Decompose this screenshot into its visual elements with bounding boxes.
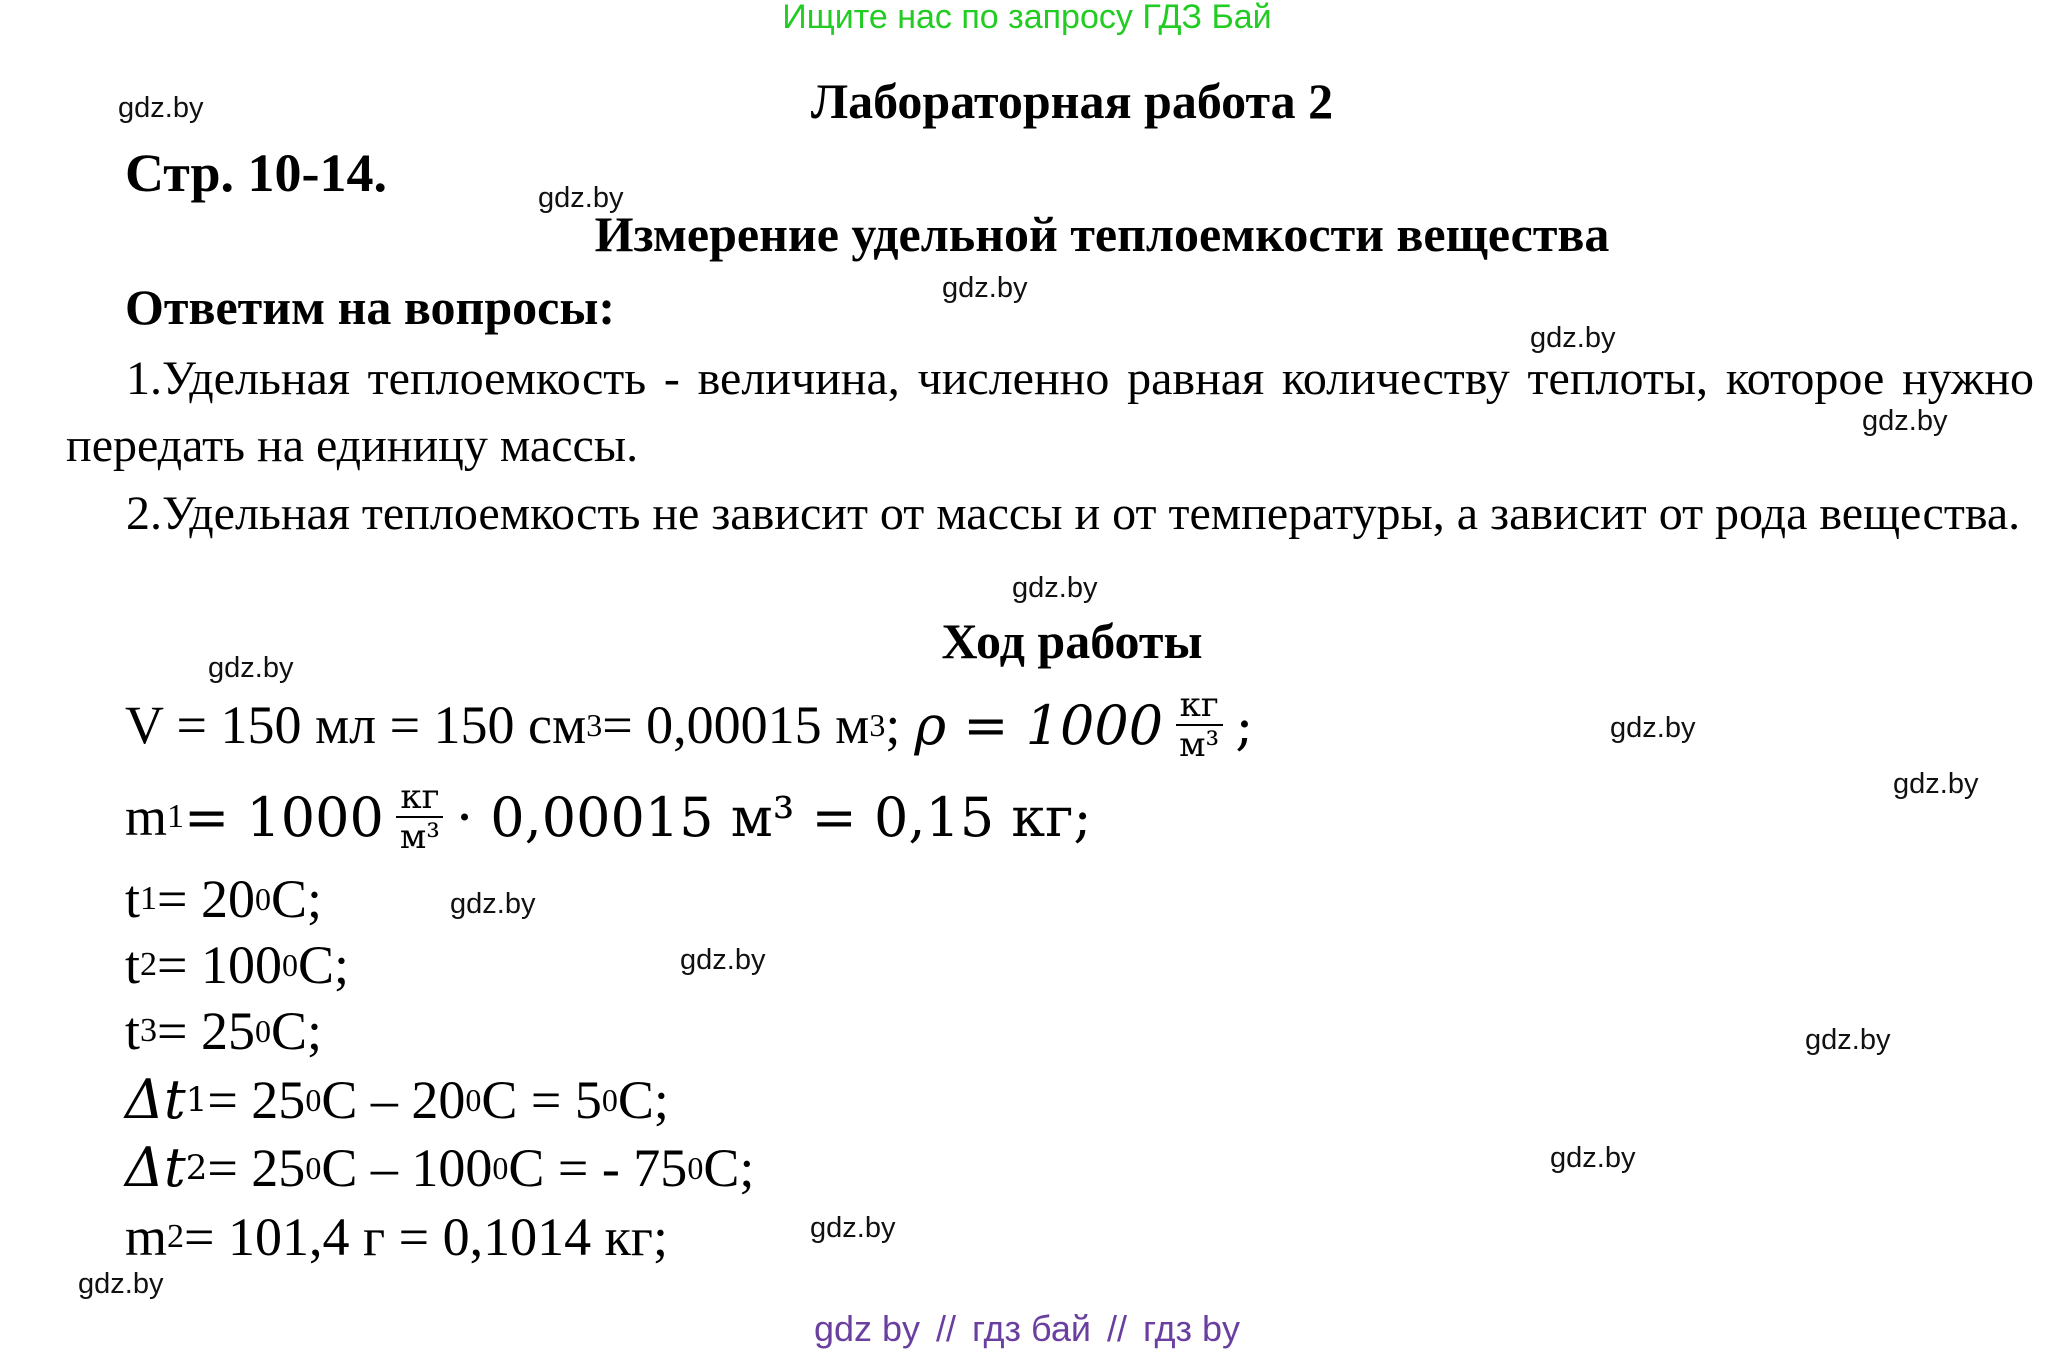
volume-text-b: = 0,00015 м bbox=[602, 695, 870, 755]
watermark: gdz.by bbox=[1012, 572, 1098, 604]
formula-delta-t1: Δt 1 = 25 0 C – 20 0 C = 5 0 C; bbox=[125, 1068, 669, 1131]
watermark: gdz.by bbox=[1530, 322, 1616, 354]
formula-t3: t 3 = 25 0 C; bbox=[125, 1001, 323, 1061]
watermark: gdz.by bbox=[680, 944, 766, 976]
top-banner: Ищите нас по запросу ГДЗ Бай bbox=[782, 0, 1272, 36]
density-text: ρ = 1000 bbox=[914, 693, 1164, 757]
watermark: gdz.by bbox=[1862, 405, 1948, 437]
volume-text: V = 150 мл = 150 см bbox=[125, 695, 587, 755]
procedure-heading: Ход работы bbox=[941, 613, 1203, 669]
questions-heading: Ответим на вопросы: bbox=[125, 279, 616, 335]
mass-unit-fraction: $\frac{кг}{\text{м³}}$ bbox=[396, 778, 444, 856]
footer-link[interactable]: гдз by bbox=[1143, 1308, 1241, 1349]
footer-link[interactable]: гдз бай bbox=[972, 1308, 1091, 1349]
lab-title: Лабораторная работа 2 bbox=[810, 73, 1334, 129]
formula-t1: t 1 = 20 0 C; bbox=[125, 869, 323, 929]
watermark: gdz.by bbox=[450, 888, 536, 920]
watermark: gdz.by bbox=[1610, 712, 1696, 744]
density-unit-fraction: $\frac{кг}{\text{м³}}$ bbox=[1175, 686, 1223, 764]
formula-t2: t 2 = 100 0 C; bbox=[125, 935, 350, 995]
footer-links: gdz by // гдз бай // гдз by bbox=[813, 1308, 1241, 1349]
lab-subtitle: Измерение удельной теплоемкости вещества bbox=[594, 206, 1610, 262]
watermark: gdz.by bbox=[78, 1268, 164, 1300]
watermark: gdz.by bbox=[810, 1212, 896, 1244]
formula-m2: m 2 = 101,4 г = 0,1014 кг; bbox=[125, 1207, 668, 1267]
formula-m1: m 1 = 1000 $\frac{кг}{\text{м³}}$ · 0,00015 м³ = 0,15 кг; bbox=[125, 777, 1092, 857]
watermark: gdz.by bbox=[538, 182, 624, 214]
watermark: gdz.by bbox=[208, 652, 294, 684]
formula-volume-density: V = 150 мл = 150 см 3 = 0,00015 м 3 ; ρ = 1000 $\frac{кг}{\text{м³}}$ ; bbox=[125, 685, 1254, 765]
watermark: gdz.by bbox=[1893, 768, 1979, 800]
footer-link[interactable]: gdz by bbox=[813, 1308, 921, 1349]
watermark: gdz.by bbox=[1550, 1142, 1636, 1174]
answer-1: 1.Удельная теплоемкость - величина, численно равная количеству теплоты, которое нужно передать на единицу массы. bbox=[66, 352, 2034, 472]
page-reference: Стр. 10-14. bbox=[125, 143, 387, 203]
answer-2: 2.Удельная теплоемкость не зависит от массы и от температуры, а зависит от рода вещества. bbox=[126, 487, 2021, 540]
watermark: gdz.by bbox=[1805, 1024, 1891, 1056]
watermark: gdz.by bbox=[118, 92, 204, 124]
watermark: gdz.by bbox=[942, 272, 1028, 304]
formula-delta-t2: Δt 2 = 25 0 C – 100 0 C = - 75 0 C; bbox=[125, 1136, 755, 1199]
